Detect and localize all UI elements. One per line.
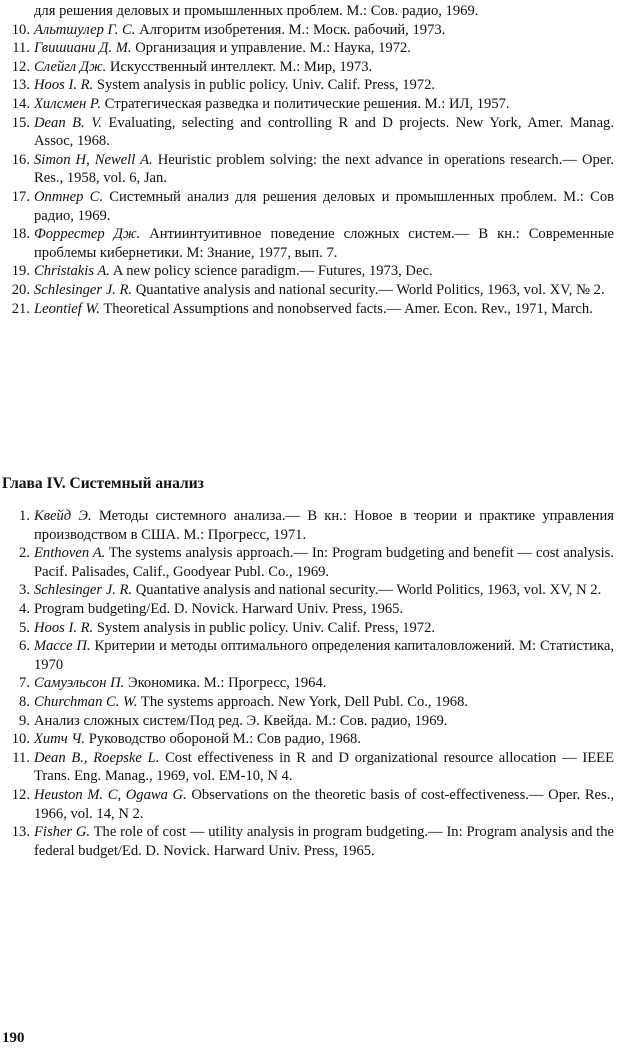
reference-author: Хилсмен Р. xyxy=(34,95,102,112)
reference-number: 12. xyxy=(11,786,30,803)
reference-text: Quantative analysis and national security.— World Politics, 1963, vol. XV, N 2. xyxy=(135,582,602,599)
reference-text: Системный анализ для решения деловых и промышленных проблем. М.: Сов радио, 1969. xyxy=(34,188,615,224)
reference-item xyxy=(2,600,614,619)
reference-author: Dean B. V. xyxy=(34,114,102,131)
reference-author: Churchman C. W. xyxy=(34,693,138,710)
reference-author: Хитч Ч. xyxy=(34,731,86,748)
reference-item xyxy=(2,749,614,786)
reference-text: Антиинтуитивное поведение сложных систем.— В кн.: Современные проблемы кибернетики. М: Знание, 1977, вып. 7. xyxy=(34,226,615,261)
reference-item xyxy=(2,693,614,712)
reference-list-bottom xyxy=(2,507,614,860)
reference-text: Evaluating, selecting and controlling R and D projects. New York, Amer. Manag. Assoc, 1968. xyxy=(34,114,614,150)
reference-author: Гвишиани Д. М. xyxy=(34,40,132,57)
reference-item xyxy=(2,95,614,114)
reference-text: Cost effectiveness in R and D organizational resource allocation — IEEE Trans. Eng. Manag., 1969, vol. EM-10, N 4. xyxy=(34,749,614,785)
reference-number: 12. xyxy=(11,58,30,75)
reference-text: Критерии и методы оптимального определения капиталовложений. М: Статистика, 1970 xyxy=(34,638,614,673)
reference-item xyxy=(2,76,614,95)
reference-number: 13. xyxy=(11,77,30,94)
reference-author: Simon H, Newell A. xyxy=(34,151,153,168)
reference-author: Hoos I. R. xyxy=(34,77,94,94)
reference-text: System analysis in public policy. Univ. Calif. Press, 1972. xyxy=(96,619,436,636)
reference-item xyxy=(2,225,614,262)
reference-author: Enthoven A. xyxy=(34,545,106,562)
reference-item xyxy=(2,544,614,581)
reference-item xyxy=(2,637,614,674)
reference-item xyxy=(2,300,614,319)
reference-text: Program budgeting/Ed. D. Novick. Harward Univ. Press, 1965. xyxy=(34,600,404,617)
reference-continuation: для решения деловых и промышленных проблем. М.: Сов. радио, 1969. xyxy=(34,3,479,19)
reference-number: 10. xyxy=(11,731,30,748)
chapter-heading: Глава IV. Системный анализ xyxy=(2,475,204,492)
reference-item xyxy=(2,823,614,860)
reference-number: 14. xyxy=(11,95,30,112)
reference-number: 17. xyxy=(11,188,30,205)
reference-number: 2. xyxy=(19,545,30,562)
reference-author: Массе П. xyxy=(34,638,91,655)
reference-text: Стратегическая разведка и политические решения. М.: ИЛ, 1957. xyxy=(104,95,510,112)
reference-author: Hoos I. R. xyxy=(34,619,94,636)
reference-text: A new policy science paradigm.— Futures, 1973, Dec. xyxy=(112,263,433,280)
reference-text: Методы системного анализа.— В кн.: Новое в теории и практике управления производством в США. М.: Прогресс, 1971. xyxy=(34,508,614,543)
reference-text: Экономика. М.: Прогресс, 1964. xyxy=(127,675,327,692)
reference-item xyxy=(2,507,614,544)
reference-list-top xyxy=(2,2,614,318)
reference-author: Dean B., Roepske L. xyxy=(34,749,160,766)
reference-item xyxy=(2,581,614,600)
reference-text: Организация и управление. М.: Наука, 1972. xyxy=(135,40,411,57)
reference-text: System analysis in public policy. Univ. Calif. Press, 1972. xyxy=(96,77,436,94)
reference-text: The role of cost — utility analysis in program budgeting.— In: Program analysis and the federal budget/Ed. D. Novick. Harward Univ. Press, 1965. xyxy=(34,824,614,859)
reference-number: 8. xyxy=(19,693,30,710)
reference-item xyxy=(2,619,614,638)
reference-text: Heuristic problem solving: the next advance in operations research.— Oper. Res., 1958, vol. 6, Jan. xyxy=(34,151,614,187)
reference-author: Самуэльсон П. xyxy=(34,675,125,692)
reference-item xyxy=(2,151,614,188)
reference-number: 13. xyxy=(11,824,30,841)
reference-number: 20. xyxy=(11,281,30,298)
reference-author: Leontief W. xyxy=(34,300,100,317)
reference-number: 9. xyxy=(19,712,30,729)
reference-number: 1. xyxy=(19,508,30,524)
reference-text: Observations on the theoretic basis of cost-effectiveness.— Oper. Res., 1966, vol. 14, N 2. xyxy=(34,786,615,822)
reference-item xyxy=(2,262,614,281)
reference-text: Quantative analysis and national security.— World Politics, 1963, vol. XV, № 2. xyxy=(135,281,605,298)
reference-author: Christakis A. xyxy=(34,263,110,280)
reference-text: The systems approach. New York, Dell Publ. Co., 1968. xyxy=(140,693,469,710)
reference-text: The systems analysis approach.— In: Program budgeting and benefit — cost analysis. Pacif. Palisades, Calif., Goodyear Publ. Co., 1969. xyxy=(34,545,614,580)
reference-number: 3. xyxy=(19,582,30,599)
reference-author: Слейгл Дж. xyxy=(34,58,107,75)
reference-item xyxy=(2,114,614,151)
reference-number: 5. xyxy=(19,619,30,636)
reference-item xyxy=(2,21,614,40)
reference-author: Оптнер С. xyxy=(34,188,104,205)
reference-number: 15. xyxy=(11,114,30,131)
reference-text: Theoretical Assumptions and nonobserved facts.— Amer. Econ. Rev., 1971, March. xyxy=(103,300,593,317)
reference-number: 21. xyxy=(11,300,30,317)
reference-author: Fisher G. xyxy=(34,824,91,841)
reference-text: Руководство обороной М.: Сов радио, 1968. xyxy=(88,731,361,748)
reference-number: 4. xyxy=(19,600,30,617)
reference-number: 11. xyxy=(12,40,30,57)
reference-number: 10. xyxy=(11,21,30,38)
reference-number: 7. xyxy=(19,675,30,692)
reference-number: 19. xyxy=(11,263,30,280)
reference-item xyxy=(2,188,614,225)
reference-item xyxy=(2,674,614,693)
reference-author: Квейд Э. xyxy=(34,508,92,524)
reference-number: 6. xyxy=(19,638,30,655)
page-number: 190 xyxy=(2,1030,25,1046)
reference-author: Форрестер Дж. xyxy=(34,226,141,243)
reference-item xyxy=(2,730,614,749)
reference-item xyxy=(2,58,614,77)
reference-item xyxy=(2,281,614,300)
reference-number: 11. xyxy=(12,749,30,766)
reference-number: 16. xyxy=(11,151,30,168)
reference-item xyxy=(2,39,614,58)
reference-author: Schlesinger J. R. xyxy=(34,582,133,599)
reference-text: Анализ сложных систем/Под ред. Э. Квейда. М.: Сов. радио, 1969. xyxy=(34,712,448,729)
reference-item xyxy=(2,786,614,823)
reference-text: Алгоритм изобретения. М.: Моск. рабочий, 1973. xyxy=(139,21,446,38)
reference-item xyxy=(2,712,614,731)
reference-author: Heuston M. C, Ogawa G. xyxy=(34,786,187,803)
reference-text: Искусственный интеллект. М.: Мир, 1973. xyxy=(109,58,373,75)
reference-number: 18. xyxy=(11,226,30,243)
reference-author: Альтшулер Г. С. xyxy=(34,21,136,38)
reference-author: Schlesinger J. R. xyxy=(34,281,133,298)
